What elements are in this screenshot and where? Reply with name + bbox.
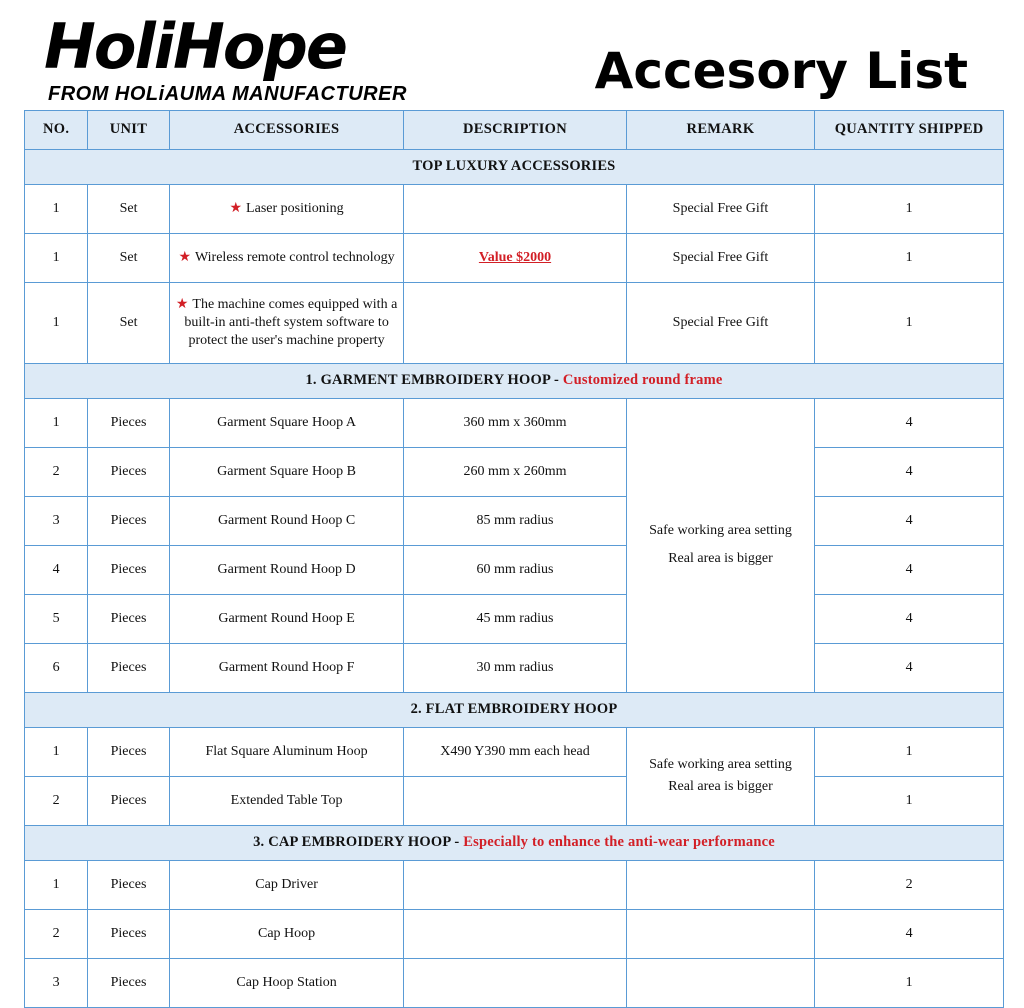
cell-unit: Pieces	[88, 860, 170, 909]
column-header-accessories: ACCESSORIES	[169, 110, 404, 149]
cell-accessory: Flat Square Aluminum Hoop	[169, 727, 404, 776]
cell-accessory-label: The machine comes equipped with a built-in anti-theft system software to protect the user's machine property	[184, 296, 398, 348]
table-row	[25, 233, 1004, 282]
remark-line-2: Real area is bigger	[668, 779, 773, 795]
cell-quantity: 1	[815, 233, 1004, 282]
table-row	[25, 643, 1004, 692]
page-title: Accesory List	[594, 42, 968, 100]
star-icon: ★	[229, 200, 243, 216]
table-row	[25, 545, 1004, 594]
table-row	[25, 184, 1004, 233]
cell-no: 1	[25, 184, 88, 233]
cell-quantity: 4	[815, 545, 1004, 594]
section-title-garment-highlight: Customized round frame	[562, 372, 723, 389]
cell-description	[404, 282, 626, 363]
table-row	[25, 776, 1004, 825]
cell-accessory: Garment Round Hoop F	[169, 643, 404, 692]
cell-accessory: Cap Hoop	[169, 909, 404, 958]
cell-quantity: 1	[815, 776, 1004, 825]
table-body	[25, 149, 1004, 1007]
brand-logo: HoliHope	[44, 10, 346, 83]
cell-accessory: Garment Round Hoop D	[169, 545, 404, 594]
cell-description	[404, 776, 626, 825]
cell-unit: Set	[88, 282, 170, 363]
cell-accessory: Garment Square Hoop B	[169, 447, 404, 496]
section-title-garment-label: 1. GARMENT EMBROIDERY HOOP -	[305, 372, 563, 389]
accessory-table	[24, 110, 1004, 1008]
cell-accessory: Garment Round Hoop C	[169, 496, 404, 545]
cell-accessory: Extended Table Top	[169, 776, 404, 825]
table-row	[25, 860, 1004, 909]
cell-unit: Pieces	[88, 909, 170, 958]
cell-description	[404, 860, 626, 909]
cell-remark: Special Free Gift	[626, 233, 815, 282]
section-header-row	[25, 363, 1004, 398]
section-title-garment	[25, 363, 1004, 398]
cell-no: 6	[25, 643, 88, 692]
cell-accessory	[169, 184, 404, 233]
table-row	[25, 496, 1004, 545]
column-header-no: NO.	[25, 110, 88, 149]
cell-remark: Special Free Gift	[626, 184, 815, 233]
table-header	[25, 110, 1004, 149]
cell-quantity: 1	[815, 184, 1004, 233]
section-title-top-luxury: TOP LUXURY ACCESSORIES	[25, 149, 1004, 184]
table-row	[25, 398, 1004, 447]
cell-quantity: 4	[815, 398, 1004, 447]
cell-no: 1	[25, 233, 88, 282]
accessory-table-wrap	[0, 110, 1024, 1008]
remark-line-1: Safe working area setting	[649, 523, 792, 539]
column-header-description: DESCRIPTION	[404, 110, 626, 149]
cell-description: 30 mm radius	[404, 643, 626, 692]
cell-quantity: 4	[815, 594, 1004, 643]
column-header-unit: UNIT	[88, 110, 170, 149]
cell-no: 1	[25, 860, 88, 909]
cell-accessory: Garment Square Hoop A	[169, 398, 404, 447]
column-header-quantity: QUANTITY SHIPPED	[815, 110, 1004, 149]
brand-block	[44, 10, 407, 106]
cell-no: 2	[25, 776, 88, 825]
cell-quantity: 4	[815, 909, 1004, 958]
cell-no: 3	[25, 496, 88, 545]
cell-no: 5	[25, 594, 88, 643]
cell-description: X490 Y390 mm each head	[404, 727, 626, 776]
cell-unit: Pieces	[88, 545, 170, 594]
cell-quantity: 4	[815, 496, 1004, 545]
cell-description	[404, 909, 626, 958]
cell-no: 1	[25, 727, 88, 776]
cell-no: 3	[25, 958, 88, 1007]
section-title-cap	[25, 825, 1004, 860]
cell-unit: Pieces	[88, 496, 170, 545]
star-icon: ★	[175, 296, 189, 312]
section-header-row	[25, 825, 1004, 860]
table-row	[25, 282, 1004, 363]
table-row	[25, 594, 1004, 643]
cell-no: 1	[25, 282, 88, 363]
cell-accessory-label: Wireless remote control technology	[195, 249, 395, 265]
cell-description	[404, 958, 626, 1007]
cell-remark	[626, 958, 815, 1007]
cell-accessory: Cap Driver	[169, 860, 404, 909]
cell-description	[404, 233, 626, 282]
value-link[interactable]: Value $2000	[478, 249, 552, 265]
section-header-row	[25, 149, 1004, 184]
cell-unit: Set	[88, 233, 170, 282]
cell-quantity: 4	[815, 643, 1004, 692]
cell-no: 2	[25, 909, 88, 958]
cell-unit: Pieces	[88, 447, 170, 496]
cell-remark-merged	[626, 727, 815, 825]
table-header-row	[25, 110, 1004, 149]
remark-line-2: Real area is bigger	[668, 551, 773, 567]
section-title-cap-label: 3. CAP EMBROIDERY HOOP -	[253, 834, 464, 851]
cell-accessory	[169, 282, 404, 363]
table-row	[25, 909, 1004, 958]
cell-remark-merged	[626, 398, 815, 692]
cell-accessory: Cap Hoop Station	[169, 958, 404, 1007]
cell-unit: Pieces	[88, 594, 170, 643]
cell-description	[404, 184, 626, 233]
cell-description: 60 mm radius	[404, 545, 626, 594]
cell-no: 1	[25, 398, 88, 447]
cell-unit: Pieces	[88, 643, 170, 692]
cell-description: 360 mm x 360mm	[404, 398, 626, 447]
cell-unit: Pieces	[88, 776, 170, 825]
cell-remark	[626, 909, 815, 958]
document-header	[0, 0, 1024, 110]
section-header-row	[25, 692, 1004, 727]
cell-no: 2	[25, 447, 88, 496]
brand-subtitle: FROM HOLiAUMA MANUFACTURER	[48, 82, 407, 105]
cell-quantity: 1	[815, 958, 1004, 1007]
cell-description: 260 mm x 260mm	[404, 447, 626, 496]
cell-unit: Pieces	[88, 958, 170, 1007]
cell-accessory	[169, 233, 404, 282]
cell-description: 85 mm radius	[404, 496, 626, 545]
section-title-flat: 2. FLAT EMBROIDERY HOOP	[25, 692, 1004, 727]
cell-quantity: 4	[815, 447, 1004, 496]
section-title-cap-highlight: Especially to enhance the anti-wear performance	[463, 834, 775, 851]
cell-remark	[626, 860, 815, 909]
remark-line-1: Safe working area setting	[649, 757, 792, 772]
table-row	[25, 447, 1004, 496]
cell-quantity: 1	[815, 727, 1004, 776]
cell-quantity: 2	[815, 860, 1004, 909]
cell-no: 4	[25, 545, 88, 594]
column-header-remark: REMARK	[626, 110, 815, 149]
table-row	[25, 958, 1004, 1007]
table-row	[25, 727, 1004, 776]
cell-unit: Pieces	[88, 727, 170, 776]
cell-quantity: 1	[815, 282, 1004, 363]
cell-description: 45 mm radius	[404, 594, 626, 643]
cell-accessory: Garment Round Hoop E	[169, 594, 404, 643]
cell-accessory-label: Laser positioning	[246, 200, 344, 216]
cell-unit: Set	[88, 184, 170, 233]
cell-remark: Special Free Gift	[626, 282, 815, 363]
cell-unit: Pieces	[88, 398, 170, 447]
star-icon: ★	[178, 249, 192, 265]
